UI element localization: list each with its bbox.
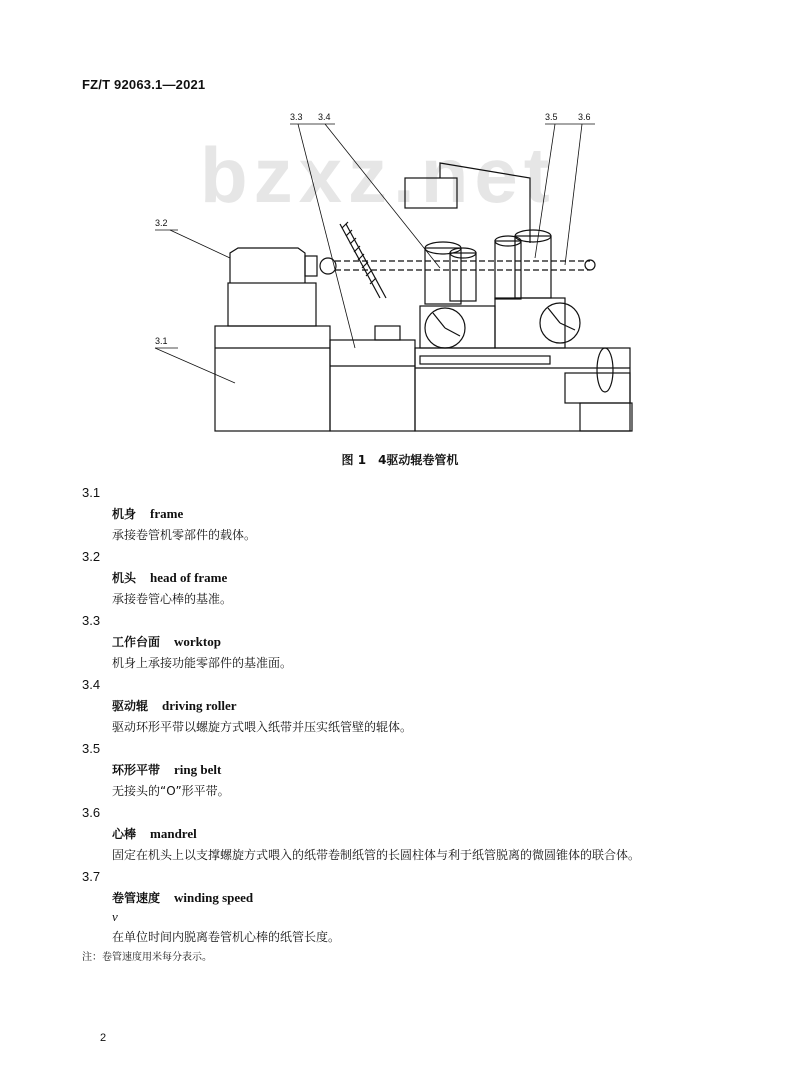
term-3-2 bbox=[82, 546, 722, 610]
term-definition: 在单位时间内脱离卷管机心棒的纸管长度。 bbox=[112, 930, 341, 944]
term-en: driving roller bbox=[162, 698, 237, 713]
term-zh: 环形平带 bbox=[112, 763, 161, 777]
term-3-7 bbox=[82, 866, 722, 968]
term-name bbox=[112, 759, 722, 780]
watermark: bzxz.net bbox=[200, 131, 556, 219]
term-definition: 承接卷管心棒的基准。 bbox=[112, 592, 233, 606]
term-zh: 机身 bbox=[112, 507, 137, 521]
term-zh: 机头 bbox=[112, 571, 137, 585]
term-name bbox=[112, 503, 722, 524]
term-symbol: v bbox=[112, 909, 118, 924]
page-number: 2 bbox=[100, 1032, 107, 1044]
callout-3-6: 3.6 bbox=[578, 112, 591, 122]
term-number: 3.4 bbox=[82, 677, 101, 692]
term-number: 3.5 bbox=[82, 741, 101, 756]
term-name bbox=[112, 631, 722, 652]
term-number: 3.6 bbox=[82, 805, 101, 820]
term-number: 3.1 bbox=[82, 485, 101, 500]
term-definition: 无接头的“O”形平带。 bbox=[112, 784, 230, 798]
term-en: winding speed bbox=[174, 890, 254, 905]
term-name bbox=[112, 695, 722, 716]
term-definition: 固定在机头上以支撑螺旋方式喂入的纸带卷制纸管的长圆柱体与利于纸管脱离的微圆锥体的联合体。 bbox=[112, 848, 641, 862]
term-zh: 工作台面 bbox=[112, 635, 161, 649]
standard-code: FZ/T 92063.1—2021 bbox=[82, 77, 206, 92]
figure-caption: 图 1 4驱动辊卷管机 bbox=[341, 453, 459, 467]
callout-3-1: 3.1 bbox=[155, 336, 168, 346]
term-name bbox=[112, 823, 722, 844]
callout-3-3: 3.3 bbox=[290, 112, 303, 122]
term-number: 3.7 bbox=[82, 869, 101, 884]
term-3-3 bbox=[82, 610, 722, 674]
term-note: 注：卷管速度用米每分表示。 bbox=[82, 952, 212, 963]
callout-3-4: 3.4 bbox=[318, 112, 331, 122]
term-3-4 bbox=[82, 674, 722, 738]
term-zh: 卷管速度 bbox=[112, 891, 161, 905]
term-3-6 bbox=[82, 802, 722, 866]
term-en: head of frame bbox=[150, 570, 228, 585]
terms-list bbox=[82, 482, 722, 968]
term-number: 3.3 bbox=[82, 613, 101, 628]
callout-3-5: 3.5 bbox=[545, 112, 558, 122]
machine-drawing bbox=[150, 108, 650, 443]
term-definition: 承接卷管机零部件的载体。 bbox=[112, 528, 257, 542]
term-definition: 驱动环形平带以螺旋方式喂入纸带并压实纸管壁的辊体。 bbox=[112, 720, 413, 734]
term-number: 3.2 bbox=[82, 549, 101, 564]
term-3-5 bbox=[82, 738, 722, 802]
term-en: ring belt bbox=[174, 762, 222, 777]
term-zh: 心棒 bbox=[112, 827, 137, 841]
callout-3-2: 3.2 bbox=[155, 218, 168, 228]
term-en: mandrel bbox=[150, 826, 197, 841]
term-name bbox=[112, 567, 722, 588]
term-3-1 bbox=[82, 482, 722, 546]
term-zh: 驱动辊 bbox=[112, 699, 149, 713]
term-en: frame bbox=[150, 506, 184, 521]
machine-figure bbox=[150, 108, 650, 443]
term-en: worktop bbox=[174, 634, 221, 649]
term-definition: 机身上承接功能零部件的基准面。 bbox=[112, 656, 293, 670]
term-name bbox=[112, 887, 722, 908]
